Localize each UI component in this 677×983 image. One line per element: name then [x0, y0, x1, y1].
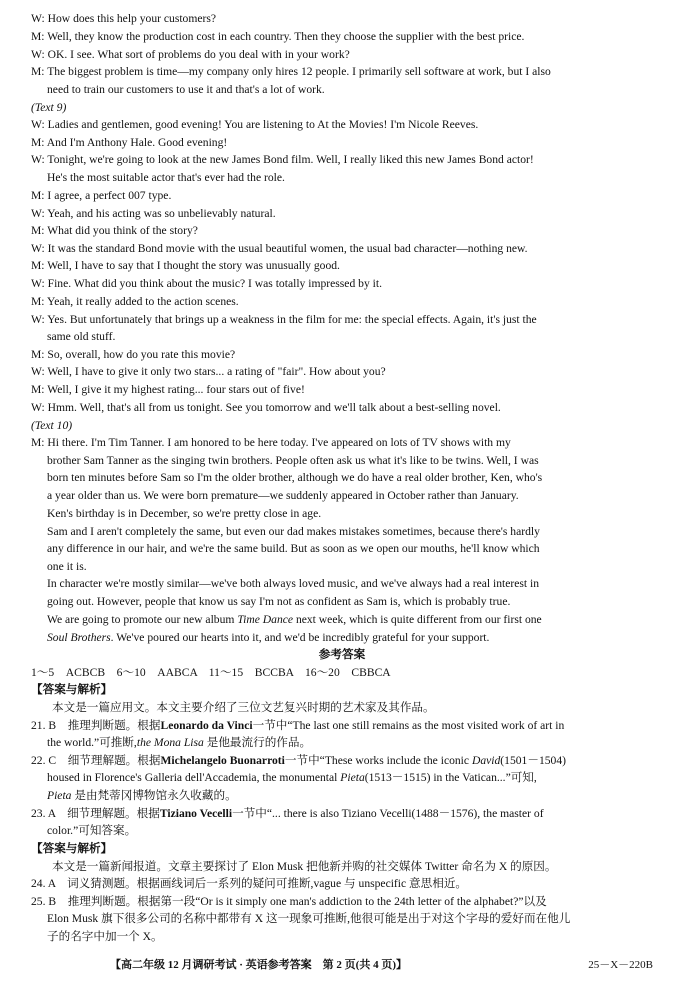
explanation-line: 子的名字中加一个 X。	[47, 930, 163, 943]
transcript-line: M: Well, I give it my highest rating... four stars out of five!	[31, 383, 305, 396]
transcript-line: W: Ladies and gentlemen, good evening! You are listening to At the Movies! I'm Nicole Reeves.	[31, 118, 479, 131]
section-heading: 【答案与解析】	[31, 842, 113, 855]
page-footer	[0, 957, 677, 974]
transcript-line: He's the most suitable actor that's ever had the role.	[47, 171, 285, 184]
section-intro: 本文是一篇新闻报道。文章主要探讨了 Elon Musk 把他新并购的社交媒体 Twitter 命名为 X 的原因。	[52, 860, 557, 873]
transcript-line: M: Yeah, it really added to the action scenes.	[31, 295, 239, 308]
transcript-line: brother Sam Tanner as the singing twin brothers. People often ask us what it's like to be twins. Well, I was	[47, 454, 539, 467]
section-heading: 【答案与解析】	[31, 683, 113, 696]
explanation-line: Pieta 是由梵蒂冈博物馆永久收藏的。	[47, 789, 237, 802]
transcript-line: M: I agree, a perfect 007 type.	[31, 189, 172, 202]
transcript-line: Soul Brothers. We've poured our hearts into it, and we'd be incredibly grateful for your support.	[47, 631, 490, 644]
transcript-line: W: It was the standard Bond movie with the usual beautiful women, the usual bad character—nothing new.	[31, 242, 528, 255]
transcript-line: M: Hi there. I'm Tim Tanner. I am honored to be here today. I've appeared on lots of TV shows with my	[31, 436, 511, 449]
transcript-line: W: Yes. But unfortunately that brings up a weakness in the film for me: the special effects. Again, it's just the	[31, 313, 537, 326]
transcript-line: W: OK. I see. What sort of problems do you deal with in your work?	[31, 48, 350, 61]
transcript-line: a year older than us. We were born premature—we suddenly appeared in October rather than January.	[47, 489, 519, 502]
album-title: Time Dance	[237, 613, 294, 626]
transcript-line: one it is.	[47, 560, 87, 573]
transcript-line: W: Well, I have to give it only two stars... a rating of "fair". How about you?	[31, 365, 386, 378]
transcript-line: We are going to promote our new album Time Dance next week, which is quite different from our first one	[47, 613, 542, 626]
transcript-line: Sam and I aren't completely the same, but even our dad makes mistakes sometimes, because there's hardly	[47, 525, 540, 538]
answers-heading: 参考答案	[318, 648, 366, 661]
transcript-line: M: Well, I have to say that I thought the story was unusually good.	[31, 259, 340, 272]
transcript-line: need to train our customers to use it and that's a lot of work.	[47, 83, 325, 96]
transcript-line: M: What did you think of the story?	[31, 224, 198, 237]
explanation-line: 25. B 推理判断题。根据第一段“Or is it simply one man's addiction to the 24th letter of the alphabet?”以及	[31, 895, 547, 908]
transcript-line: M: Well, they know the production cost in each country. Then they choose the supplier with the best price.	[31, 30, 525, 43]
explanation-line: 21. B 推理判断题。根据Leonardo da Vinci一节中“The last one still remains as the most visited work of art in	[31, 719, 565, 732]
transcript-line: W: Tonight, we're going to look at the new James Bond film. Well, I really liked this new James Bond actor!	[31, 153, 534, 166]
transcript-line: Ken's birthday is in December, so we're pretty close in age.	[47, 507, 322, 520]
text-label: (Text 10)	[31, 419, 73, 432]
explanation-line: the world.”可推断,the Mona Lisa 是他最流行的作品。	[47, 736, 312, 749]
transcript-line: M: The biggest problem is time—my company only hires 12 people. I primarily sell software at work, but I also	[31, 65, 551, 78]
transcript-line: W: Fine. What did you think about the music? I was totally impressed by it.	[31, 277, 382, 290]
section-intro: 本文是一篇应用文。本文主要介绍了三位文艺复兴时期的艺术家及其作品。	[52, 701, 435, 714]
text-label: (Text 9)	[31, 101, 67, 114]
transcript-line: same old stuff.	[47, 330, 116, 343]
answer-list: 1～5 ACBCB 6～10 AABCA 11～15 BCCBA 16～20 CBBCA	[31, 666, 391, 679]
transcript-line: In character we're mostly similar—we've both always loved music, and we've always had a real interest in	[47, 577, 540, 590]
footer-title: 【高二年级 12 月调研考试 · 英语参考答案 第 2 页(共 4 页)】	[110, 959, 407, 971]
footer-code: 25－X－220B	[588, 959, 653, 971]
explanation-line: 22. C 细节理解题。根据Michelangelo Buonarroti一节中“These works include the iconic David(1501－1504)	[31, 754, 566, 767]
transcript-line: W: Yeah, and his acting was so unbelievably natural.	[31, 207, 276, 220]
explanation-line: Elon Musk 旗下很多公司的名称中都带有 X 这一现象可推断,他很可能是出于对这个字母的爱好而在他儿	[47, 912, 571, 925]
transcript-line: going out. However, people that know us say I'm not as confident as Sam is, which is probably true.	[47, 595, 511, 608]
explanation-line: 24. A 词义猜测题。根据画线词后一系列的疑问可推断,vague 与 unspecific 意思相近。	[31, 877, 468, 890]
transcript-line: M: And I'm Anthony Hale. Good evening!	[31, 136, 228, 149]
explanation-line: housed in Florence's Galleria dell'Accademia, the monumental Pieta(1513－1515) in the Vatican...”可知,	[47, 771, 537, 784]
transcript-line: W: Hmm. Well, that's all from us tonight. See you tomorrow and we'll talk about a best-selling novel.	[31, 401, 501, 414]
transcript-line: any difference in our hair, and we're the same build. But as soon as we open our mouths, he'll know which	[47, 542, 540, 555]
explanation-line: color.”可知答案。	[47, 824, 137, 837]
transcript-line: born ten minutes before Sam so I'm the older brother, although we do have a real older brother, Ken, who's	[47, 471, 543, 484]
transcript-line: M: So, overall, how do you rate this movie?	[31, 348, 236, 361]
album-title: Soul Brothers	[47, 631, 111, 644]
explanation-line: 23. A 细节理解题。根据Tiziano Vecelli一节中“... there is also Tiziano Vecelli(1488－1576), the master of	[31, 807, 544, 820]
transcript-line: W: How does this help your customers?	[31, 12, 217, 25]
